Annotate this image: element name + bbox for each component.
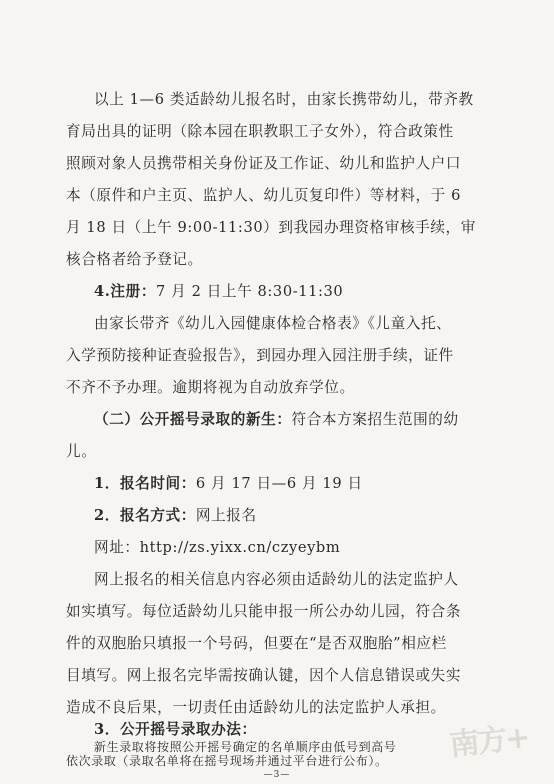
item4-title: 4.注册： (94, 283, 157, 300)
sub2-label: 2．报名方式： (94, 507, 196, 524)
section2-heading-line (94, 410, 524, 430)
para1-line2: 育局出具的证明（除本园在职教职工子女外），符合政策性 (66, 123, 454, 140)
section2-heading: （二）公开摇号录取的新生： (94, 411, 292, 428)
para1-line4: 本（原件和户主页、监护人、幼儿页复印件）等材料，于 6 (66, 187, 461, 204)
watermark-logo: 南方+ (447, 719, 530, 764)
sub1-text: 6 月 17 日—6 月 19 日 (195, 475, 363, 492)
para1-line5: 月 18 日（上午 9:00-11:30）到我园办理资格审核手续，审 (66, 219, 476, 236)
para1-line1: 以上 1—6 类适龄幼儿报名时，由家长携带幼儿，带齐教 (94, 91, 474, 108)
url-line: 网址：http://zs.yixx.cn/czyeybm (94, 539, 341, 556)
para2-line1: 由家长带齐《幼儿入园健康体检合格表》《儿童入托、 (94, 315, 452, 332)
para3-line2: 如实填写。每位适龄幼儿只能申报一所公办幼儿园，符合条 (66, 603, 462, 620)
sub1-label: 1．报名时间： (94, 475, 196, 492)
para1-line6: 核合格者给予登记。 (66, 251, 203, 268)
para4-line2: 依次录取（录取名单将在摇号现场并通过平台进行公布）。 (66, 754, 388, 768)
para3-line5: 造成不良后果，一切责任由适龄幼儿的法定监护人承担。 (66, 699, 446, 716)
page-number: —3— (263, 770, 291, 780)
sub2-text: 网上报名 (195, 507, 257, 524)
para2-line2: 入学预防接种证查验报告》，到园办理入园注册手续，证件 (66, 347, 454, 364)
sub1-line (94, 474, 524, 494)
para3-line4: 目填写。网上报名完毕需按确认键，因个人信息错误或失实 (66, 667, 462, 684)
para1-line3: 照顾对象人员携带相关身份证及工作证、幼儿和监护人户口 (66, 155, 462, 172)
sub2-line (94, 506, 524, 526)
section2-text: 符合本方案招生范围的幼 (291, 411, 459, 428)
item4-line (94, 282, 524, 302)
section2-line2: 儿。 (66, 443, 97, 460)
para4-line1: 新生录取将按照公开摇号确定的名单顺序由低号到高号 (94, 740, 397, 754)
para3-line1: 网上报名的相关信息内容必须由适龄幼儿的法定监护人 (94, 571, 459, 588)
item4-text: 7 月 2 日上午 8:30-11:30 (156, 283, 344, 300)
para3-line3: 件的双胞胎只填报一个号码，但要在“是否双胞胎”相应栏 (66, 635, 447, 652)
para2-line3: 不齐不予办理。逾期将视为自动放弃学位。 (66, 379, 355, 396)
sub3-label: 3．公开摇号录取办法： (94, 721, 257, 738)
